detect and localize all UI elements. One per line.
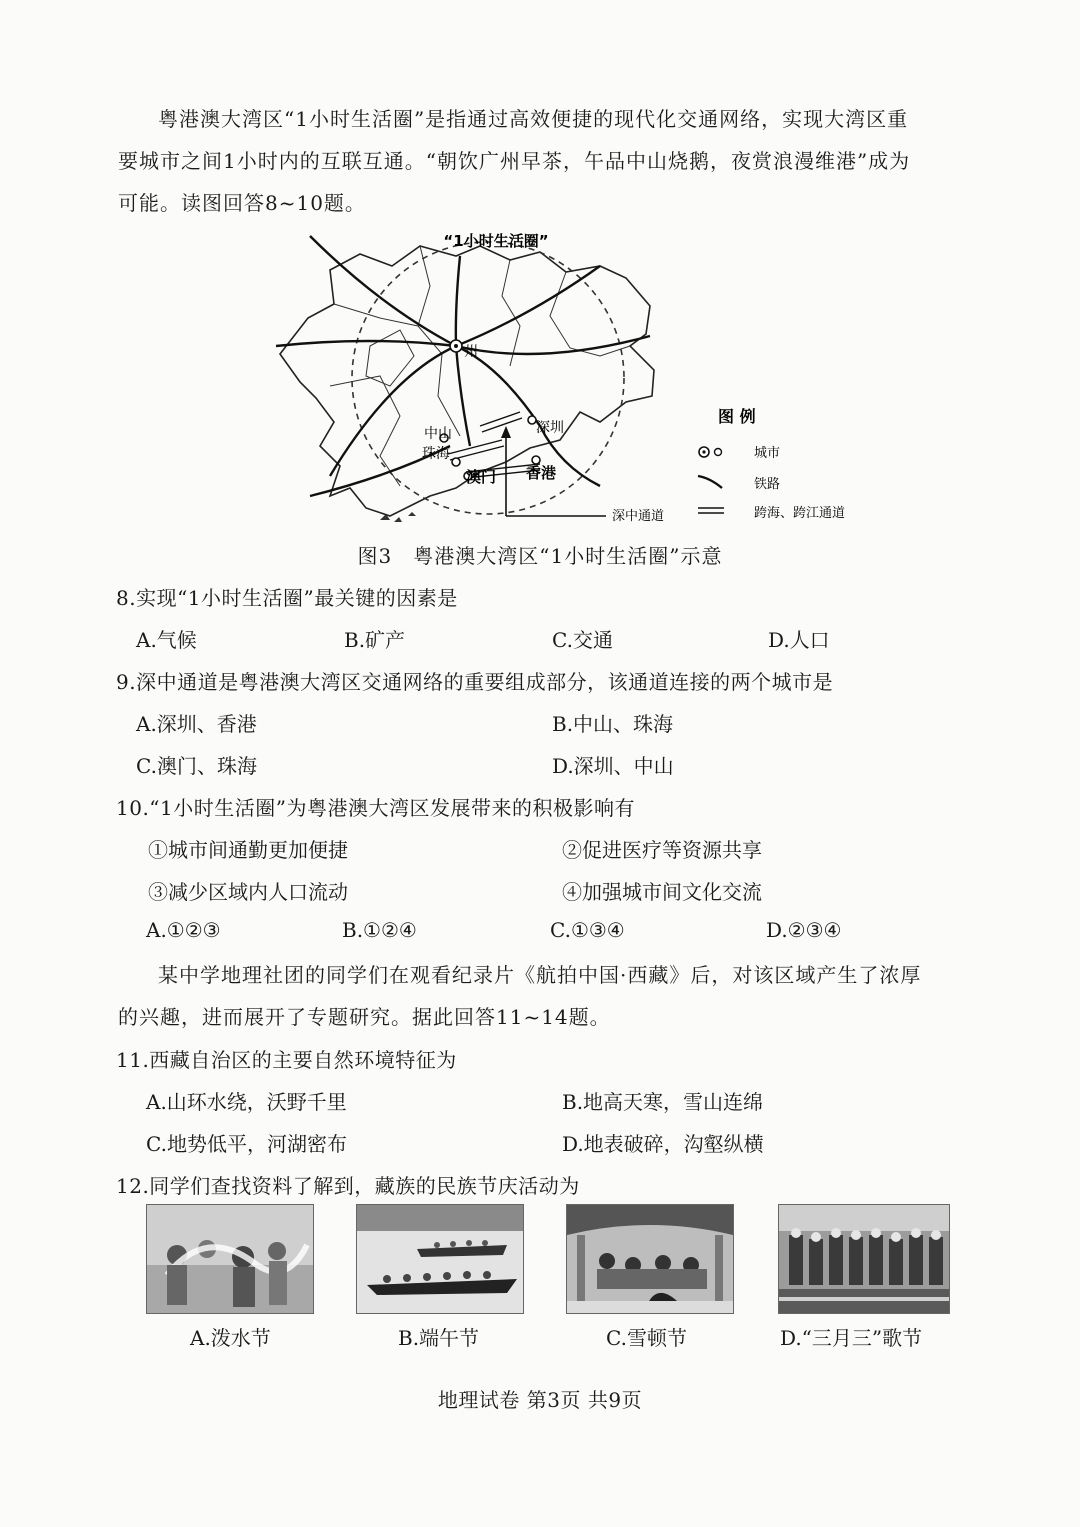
intro-line-1: 粤港澳大湾区“1小时生活圈”是指通过高效便捷的现代化交通网络，实现大湾区重 bbox=[158, 107, 909, 131]
bay-area-map bbox=[270, 226, 870, 534]
legend-channel-icon bbox=[698, 508, 724, 513]
intro2-line-1: 某中学地理社团的同学们在观看纪录片《航拍中国·西藏》后，对该区域产生了浓厚 bbox=[158, 963, 922, 987]
q10-option-b: B.①②④ bbox=[342, 918, 417, 942]
q8-option-d: D.人口 bbox=[768, 628, 830, 652]
q12-option-d: D.“三月三”歌节 bbox=[780, 1326, 923, 1350]
question-11-stem: 11.西藏自治区的主要自然环境特征为 bbox=[116, 1048, 457, 1072]
question-8-stem: 8.实现“1小时生活圈”最关键的因素是 bbox=[116, 586, 458, 610]
q10-option-d: D.②③④ bbox=[766, 918, 842, 942]
photo-shoton-festival bbox=[566, 1204, 734, 1314]
q10-item-1: ①城市间通勤更加便捷 bbox=[148, 838, 348, 862]
question-9-stem: 9.深中通道是粤港澳大湾区交通网络的重要组成部分，该通道连接的两个城市是 bbox=[116, 670, 834, 694]
q11-option-b: B.地高天寒，雪山连绵 bbox=[562, 1090, 764, 1114]
intro2-line-2: 的兴趣，进而展开了专题研究。据此回答11~14题。 bbox=[118, 1005, 611, 1029]
q8-option-b: B.矿产 bbox=[344, 628, 406, 652]
legend-city-label: 城市 bbox=[754, 446, 781, 461]
q12-option-c: C.雪顿节 bbox=[606, 1326, 687, 1350]
q9-option-a: A.深圳、香港 bbox=[136, 712, 257, 736]
cross-sea-channel bbox=[448, 440, 504, 460]
city-marker-shenzhen bbox=[528, 416, 536, 424]
label-zhuhai: 珠海 bbox=[422, 446, 450, 462]
q10-item-2: ②促进医疗等资源共享 bbox=[562, 838, 762, 862]
q9-option-b: B.中山、珠海 bbox=[552, 712, 674, 736]
city-marker-hongkong bbox=[532, 456, 540, 464]
q12-option-b: B.端午节 bbox=[398, 1326, 480, 1350]
q8-option-c: C.交通 bbox=[552, 628, 613, 652]
q10-item-4: ④加强城市间文化交流 bbox=[562, 880, 762, 904]
photo-dragon-boat-festival bbox=[356, 1204, 524, 1314]
intro-paragraph bbox=[118, 98, 964, 224]
label-guangzhou: 州 bbox=[464, 344, 478, 360]
q9-option-c: C.澳门、珠海 bbox=[136, 754, 257, 778]
intro-paragraph-2 bbox=[118, 954, 964, 1038]
map-title: “1小时生活圈” bbox=[443, 232, 549, 250]
label-shenzhen: 深圳 bbox=[536, 420, 564, 436]
q11-option-c: C.地势低平，河湖密布 bbox=[146, 1132, 347, 1156]
question-12-stem: 12.同学们查找资料了解到，藏族的民族节庆活动为 bbox=[116, 1174, 580, 1198]
legend-channel-label: 跨海、跨江通道 bbox=[754, 506, 846, 521]
question-10-stem: 10.“1小时生活圈”为粤港澳大湾区发展带来的积极影响有 bbox=[116, 796, 635, 820]
q8-option-a: A.气候 bbox=[136, 628, 197, 652]
city-marker-zhuhai bbox=[452, 458, 460, 466]
q10-item-3: ③减少区域内人口流动 bbox=[148, 880, 348, 904]
map-drawing bbox=[270, 226, 870, 534]
legend-railway-icon bbox=[698, 476, 722, 488]
q9-option-d: D.深圳、中山 bbox=[552, 754, 674, 778]
label-shenzhong-channel: 深中通道 bbox=[612, 509, 665, 524]
railway-line bbox=[330, 266, 600, 476]
cross-sea-channel bbox=[480, 412, 522, 432]
q10-option-c: C.①③④ bbox=[550, 918, 625, 942]
intro-line-2: 要城市之间1小时内的互联互通。“朝饮广州早茶，午品中山烧鹅，夜赏浪漫维港”成为 bbox=[118, 149, 911, 173]
label-macau: 澳门 bbox=[466, 468, 497, 486]
page-footer: 地理试卷 第3页 共9页 bbox=[437, 1388, 643, 1412]
label-zhongshan: 中山 bbox=[424, 426, 452, 442]
legend-title: 图 例 bbox=[718, 407, 756, 426]
q10-option-a: A.①②③ bbox=[146, 918, 221, 942]
photo-water-splashing-festival bbox=[146, 1204, 314, 1314]
q11-option-d: D.地表破碎，沟壑纵横 bbox=[562, 1132, 764, 1156]
q12-option-a: A.泼水节 bbox=[190, 1326, 271, 1350]
legend-railway-label: 铁路 bbox=[754, 477, 781, 492]
map-caption: 图3 粤港澳大湾区“1小时生活圈”示意 bbox=[357, 544, 723, 568]
intro-line-3: 可能。读图回答8~10题。 bbox=[118, 191, 366, 215]
label-hongkong: 香港 bbox=[526, 464, 557, 482]
q11-option-a: A.山环水绕，沃野千里 bbox=[146, 1090, 347, 1114]
photo-third-march-song-festival bbox=[778, 1204, 950, 1314]
railway-line bbox=[276, 336, 650, 354]
